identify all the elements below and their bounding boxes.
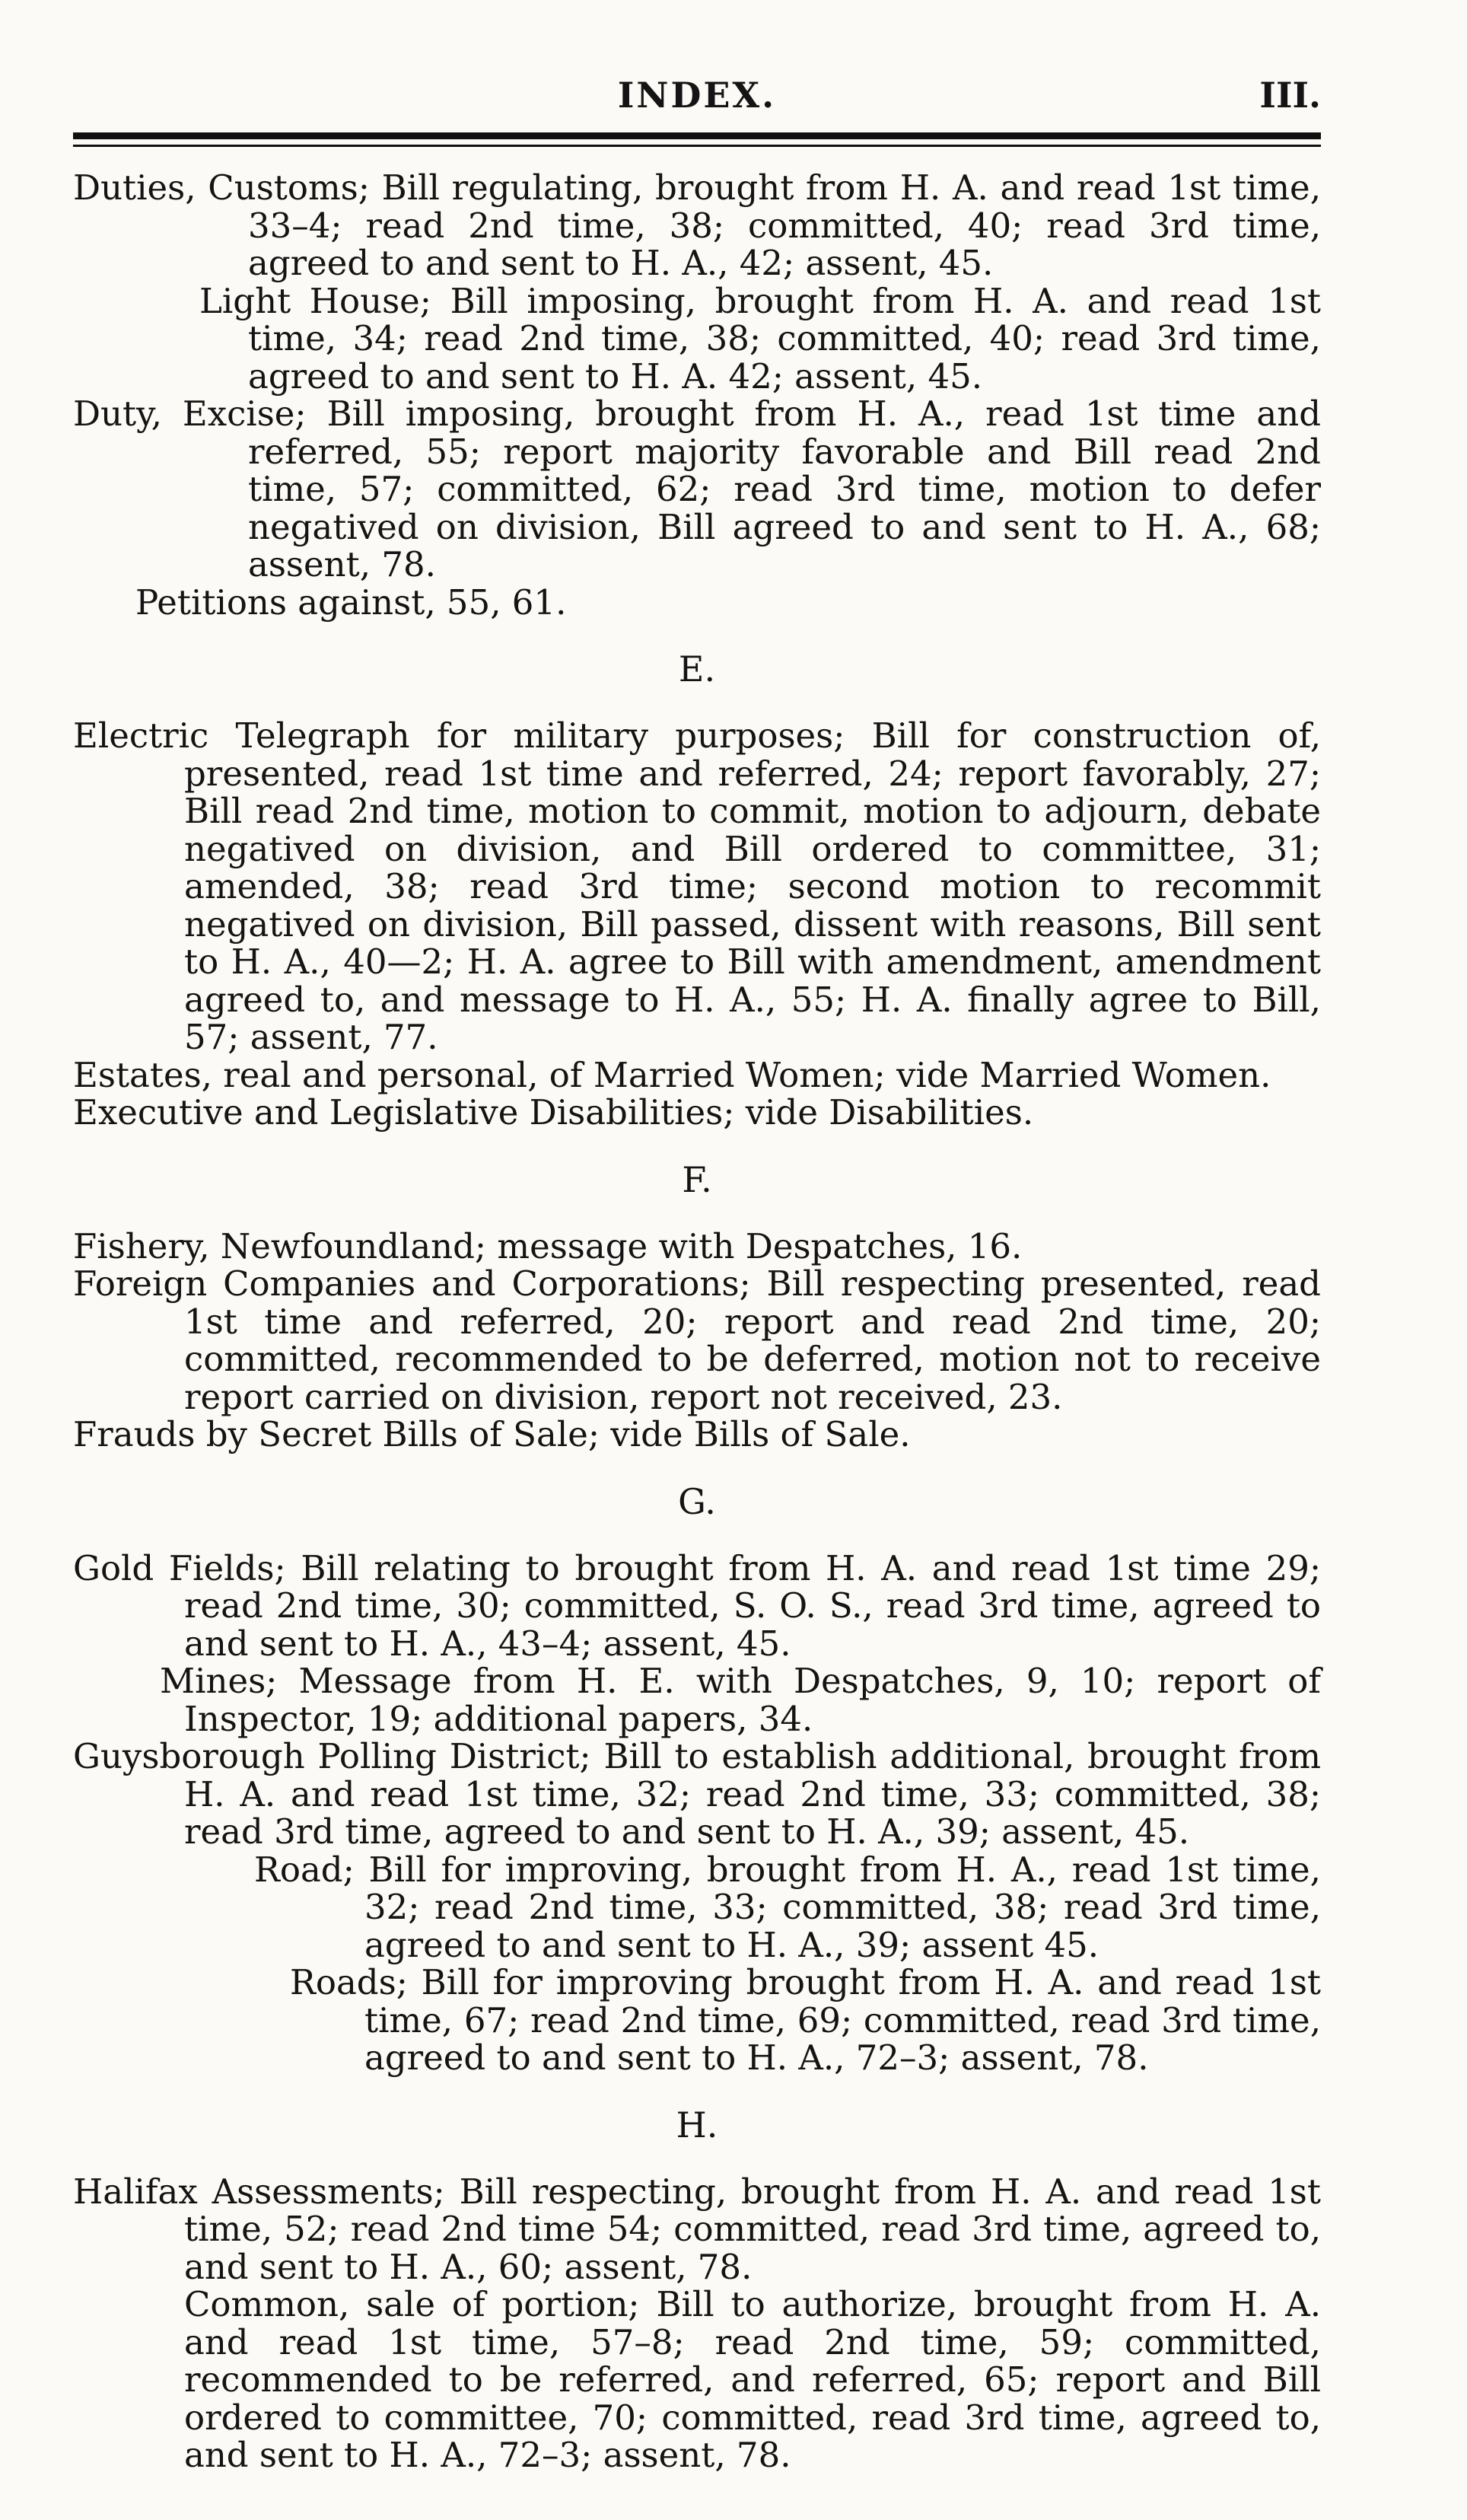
index-entry: Fishery, Newfoundland; message with Despatches, 16. (73, 1225, 1023, 1266)
index-body (73, 169, 1321, 2474)
index-entry: Roads; Bill for improving brought from H. A. and read 1st time, 67; read 2nd time, 69; committed, read 3rd time, agreed to and sent to H. A., 72–3; assent, 78. (290, 1962, 1321, 2078)
section-letter-heading: H. (676, 2104, 718, 2146)
index-entry: Halifax Assessments; Bill respecting, brought from H. A. and read 1st time, 52; read 2nd time 54; committed, read 3rd time, agreed to, and sent to H. A., 60; assent, 78. (73, 2171, 1321, 2287)
index-section (73, 2106, 1321, 2474)
header-page-number: III. (1259, 75, 1321, 116)
index-entry: Common, sale of portion; Bill to authorize, brought from H. A. and read 1st time, 57–8; read 2nd time, 59; committed, recommended to be referred, and referred, 65; report and Bill ordered to committee, 70; committed, read 3rd time, agreed to, and sent to H. A., 72–3; assent, 78. (184, 2284, 1321, 2475)
index-entry: Estates, real and personal, of Married Women; vide Married Women. (73, 1054, 1271, 1095)
section-letter-heading: E. (678, 648, 716, 690)
index-entry: Duties, Customs; Bill regulating, brought from H. A. and read 1st time, 33–4; read 2nd time, 38; committed, 40; read 3rd time, agreed to and sent to H. A., 42; assent, 45. (73, 167, 1321, 283)
index-entry: Guysborough Polling District; Bill to establish additional, brought from H. A. and read 1st time, 32; read 2nd time, 33; committed, 38; read 3rd time, agreed to and sent to H. A., 39; assent, 45. (73, 1736, 1321, 1852)
index-entry: Frauds by Secret Bills of Sale; vide Bills of Sale. (73, 1414, 911, 1454)
index-entry: Foreign Companies and Corporations; Bill respecting presented, read 1st time and referred, 20; report and read 2nd time, 20; committed, recommended to be deferred, motion not to receive report carried on division, report not received, 23. (73, 1263, 1321, 1417)
index-entry: Duty, Excise; Bill imposing, brought from H. A., read 1st time and referred, 55; report majority favorable and Bill read 2nd time, 57; committed, 62; read 3rd time, motion to defer negatived on division, Bill agreed to and sent to H. A., 68; assent, 78. (73, 393, 1321, 585)
index-section (73, 169, 1321, 621)
index-entry: Petitions against, 55, 61. (135, 581, 567, 623)
index-entry: Executive and Legislative Disabilities; vide Disabilities. (73, 1092, 1034, 1133)
index-entry: Electric Telegraph for military purposes; Bill for construction of, presented, read 1st time and referred, 24; report favorably, 27; Bill read 2nd time, motion to commit, motion to adjourn, debate negatived on division, and Bill ordered to committee, 31; amended, 38; read 3rd time; second motion to recommit negatived on division, Bill passed, dissent with reasons, Bill sent to H. A., 40—2; H. A. agree to Bill with amendment, amendment agreed to, and message to H. A., 55; H. A. finally agree to Bill, 57; assent, 77. (73, 715, 1321, 1057)
index-entry: Mines; Message from H. E. with Despatches, 9, 10; report of Inspector, 19; additional papers, 34. (160, 1661, 1321, 1739)
header-title: INDEX. (617, 75, 777, 116)
index-entry: Light House; Bill imposing, brought from H. A. and read 1st time, 34; read 2nd time, 38; committed, 40; read 3rd time, agreed to and sent to H. A. 42; assent, 45. (199, 280, 1321, 397)
index-section (73, 1158, 1321, 1454)
index-section (73, 1480, 1321, 2078)
index-entry: Road; Bill for improving, brought from H. A., read 1st time, 32; read 2nd time, 33; committed, 38; read 3rd time, agreed to and sent to H. A., 39; assent 45. (254, 1849, 1321, 1965)
header-rule-thick (73, 132, 1321, 139)
page-header (73, 70, 1321, 123)
header-rule-thin (73, 145, 1321, 147)
index-entry: Gold Fields; Bill relating to brought from H. A. and read 1st time 29; read 2nd time, 30; committed, S. O. S., read 3rd time, agreed to and sent to H. A., 43–4; assent, 45. (73, 1547, 1321, 1664)
section-letter-heading: F. (682, 1158, 712, 1200)
section-letter-heading: G. (678, 1480, 716, 1522)
index-section (73, 650, 1321, 1132)
